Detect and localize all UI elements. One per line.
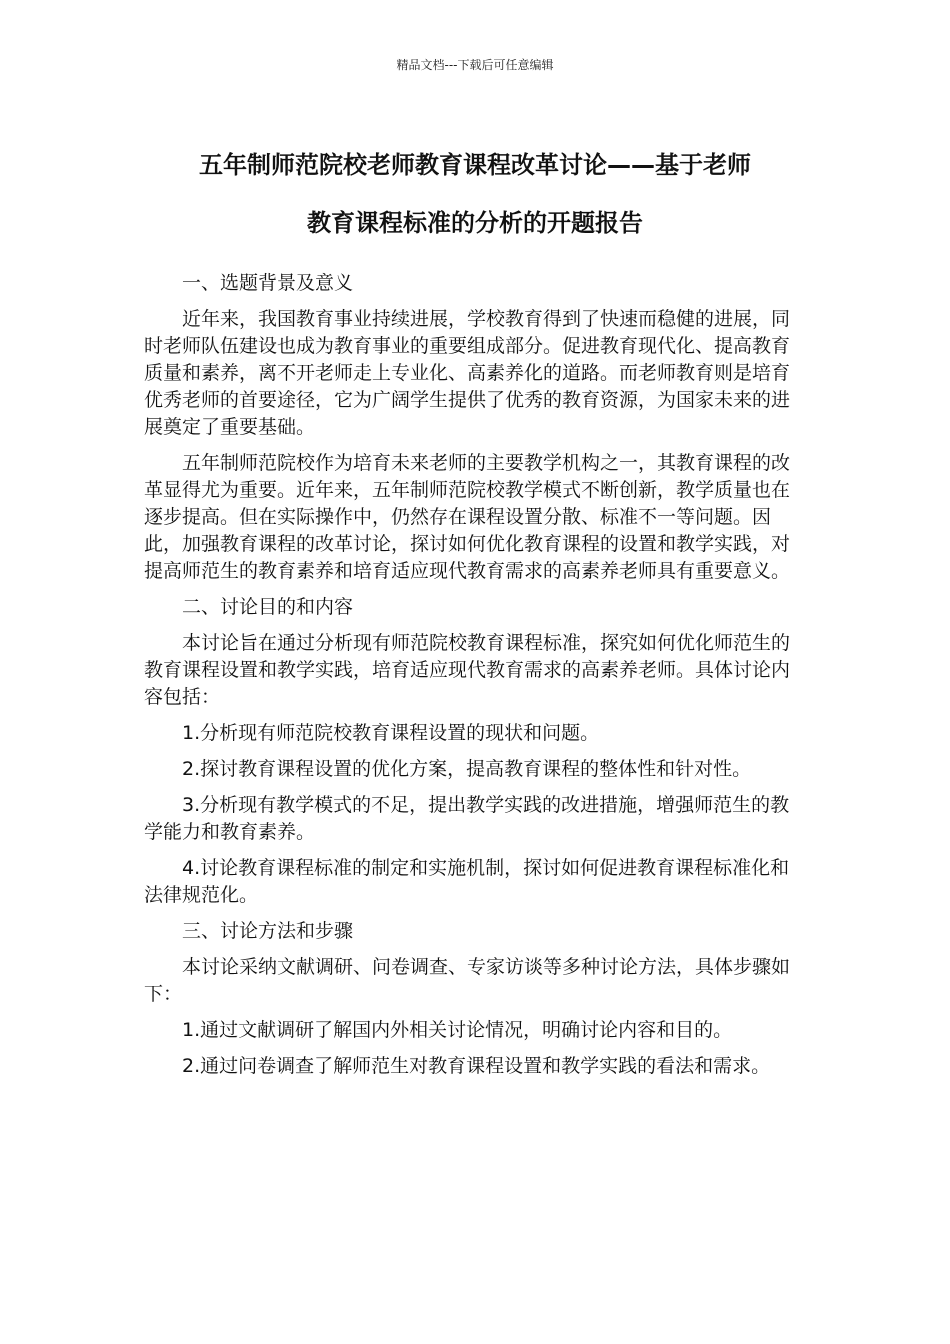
paragraph-methods-intro: 本讨论采纳文献调研、问卷调查、专家访谈等多种讨论方法，具体步骤如下： [144,956,791,1005]
section-heading-methods: 三、讨论方法和步骤 [182,920,354,942]
list-item-method-2: 2.通过问卷调查了解师范生对教育课程设置和教学实践的看法和需求。 [182,1055,771,1077]
page-header-note: 精品文档---下载后可任意编辑 [396,58,554,72]
document-title-line-2: 教育课程标准的分析的开题报告 [307,209,643,237]
paragraph-background-1: 近年来，我国教育事业持续进展，学校教育得到了快速而稳健的进展，同时老师队伍建设也成为教育事业的重要组成部分。促进教育现代化、提高教育质量和素养，离不开老师走上专业化、高素养化的道路。而老师教育则是培育优秀老师的首要途径，它为广阔学生提供了优秀的教育资源，为国家未来的进展奠定了重要基础。 [144,308,791,438]
paragraph-objectives-intro: 本讨论旨在通过分析现有师范院校教育课程标准，探究如何优化师范生的教育课程设置和教学实践，培育适应现代教育需求的高素养老师。具体讨论内容包括： [144,632,791,708]
document-body [144,270,806,1089]
list-item-objective-1: 1.分析现有师范院校教育课程设置的现状和问题。 [182,722,600,744]
list-item-method-1: 1.通过文献调研了解国内外相关讨论情况，明确讨论内容和目的。 [182,1019,733,1041]
list-item-objective-3: 3.分析现有教学模式的不足，提出教学实践的改进措施，增强师范生的教学能力和教育素养。 [144,794,790,843]
section-heading-objectives: 二、讨论目的和内容 [182,596,354,618]
list-item-objective-2: 2.探讨教育课程设置的优化方案，提高教育课程的整体性和针对性。 [182,758,752,780]
paragraph-background-2: 五年制师范院校作为培育未来老师的主要教学机构之一，其教育课程的改革显得尤为重要。近年来，五年制师范院校教学模式不断创新，教学质量也在逐步提高。但在实际操作中，仍然存在课程设置分散、标准不一等问题。因此，加强教育课程的改革讨论，探讨如何优化教育课程的设置和教学实践，对提高师范生的教育素养和培育适应现代教育需求的高素养老师具有重要意义。 [144,452,791,582]
document-title [128,136,822,252]
list-item-objective-4: 4.讨论教育课程标准的制定和实施机制，探讨如何促进教育课程标准化和法律规范化。 [144,857,790,906]
section-heading-background: 一、选题背景及意义 [182,272,354,294]
document-title-line-1: 五年制师范院校老师教育课程改革讨论——基于老师 [199,151,751,179]
